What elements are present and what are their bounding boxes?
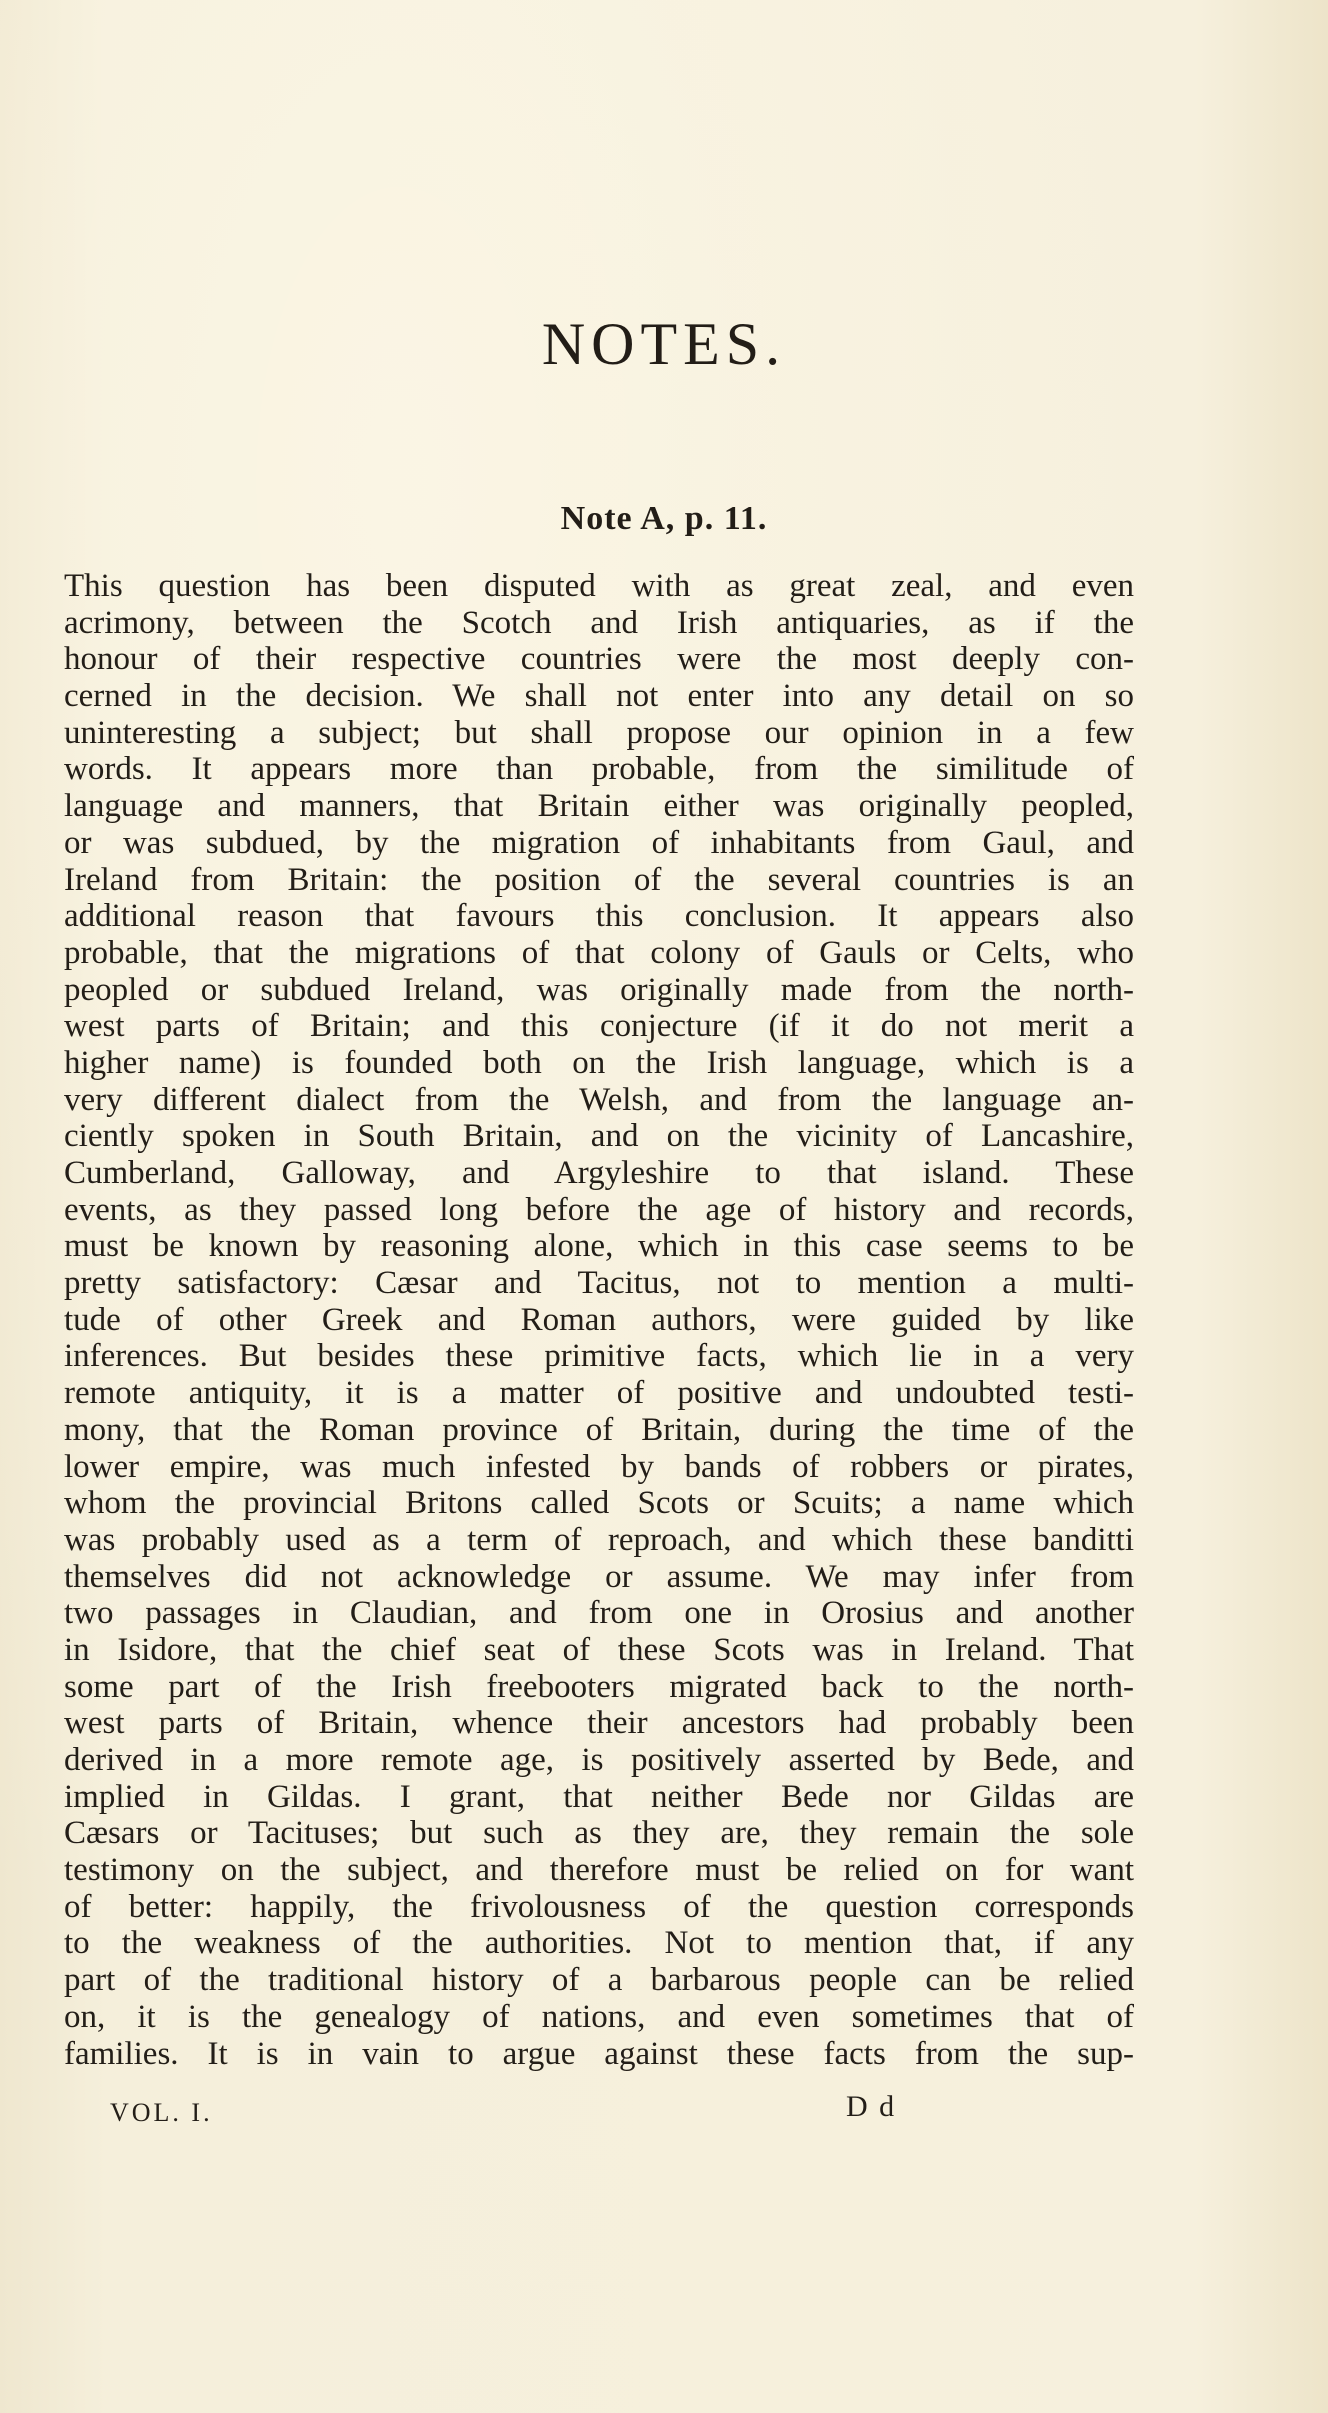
text-line: additional reason that favours this conclusion. It appears also — [64, 898, 1134, 935]
text-line: families. It is in vain to argue against these facts from the sup- — [64, 2035, 1134, 2072]
text-line: testimony on the subject, and therefore must be relied on for want — [64, 1852, 1134, 1889]
text-line: Cumberland, Galloway, and Argyleshire to that island. These — [64, 1155, 1134, 1191]
text-line: on, it is the genealogy of nations, and even sometimes that of — [64, 1998, 1134, 2035]
text-line: inferences. But besides these primitive facts, which lie in a very — [64, 1338, 1134, 1375]
text-line: or was subdued, by the migration of inhabitants from Gaul, and — [64, 824, 1134, 861]
text-line: ciently spoken in South Britain, and on the vicinity of Lancashire, — [64, 1118, 1134, 1155]
text-line: was probably used as a term of reproach, and which these banditti — [64, 1521, 1134, 1558]
volume-marker: VOL. I. — [110, 2098, 213, 2127]
text-line: part of the traditional history of a barbarous people can be relied — [64, 1962, 1134, 1999]
text-line: higher name) is founded both on the Irish language, which is a — [64, 1044, 1134, 1081]
text-line: mony, that the Roman province of Britain, during the time of the — [64, 1411, 1134, 1448]
text-line: pretty satisfactory: Cæsar and Tacitus, not to mention a multi- — [64, 1265, 1134, 1302]
text-line: lower empire, was much infested by bands of robbers or pirates, — [64, 1448, 1134, 1485]
text-line: must be known by reasoning alone, which in this case seems to be — [64, 1228, 1134, 1265]
text-line: uninteresting a subject; but shall propose our opinion in a few — [64, 714, 1134, 751]
note-body — [64, 568, 1134, 2072]
text-line: themselves did not acknowledge or assume. We may infer from — [64, 1558, 1134, 1595]
text-line: language and manners, that Britain either was originally peopled, — [64, 788, 1134, 825]
text-line: some part of the Irish freebooters migrated back to the north- — [64, 1668, 1134, 1705]
text-line: whom the provincial Britons called Scots or Scuits; a name which — [64, 1485, 1134, 1522]
signature-mark: D d — [846, 2090, 897, 2123]
text-line: peopled or subdued Ireland, was originally made from the north- — [64, 971, 1134, 1008]
text-line: implied in Gildas. I grant, that neither Bede nor Gildas are — [64, 1778, 1134, 1815]
text-line: of better: happily, the frivolousness of the question corresponds — [64, 1888, 1134, 1925]
text-line: honour of their respective countries were the most deeply con- — [64, 641, 1134, 678]
text-line: words. It appears more than probable, from the similitude of — [64, 751, 1134, 788]
text-line: probable, that the migrations of that colony of Gauls or Celts, who — [64, 934, 1134, 971]
text-line: very different dialect from the Welsh, and from the language an- — [64, 1081, 1134, 1118]
text-line: This question has been disputed with as great zeal, and even — [64, 568, 1134, 604]
text-line: tude of other Greek and Roman authors, were guided by like — [64, 1301, 1134, 1338]
note-subheading: Note A, p. 11. — [560, 500, 768, 537]
text-line: in Isidore, that the chief seat of these Scots was in Ireland. That — [64, 1631, 1134, 1668]
text-line: Cæsars or Tacituses; but such as they are, they remain the sole — [64, 1815, 1134, 1852]
text-line: cerned in the decision. We shall not enter into any detail on so — [64, 678, 1134, 715]
text-line: events, as they passed long before the age of history and records, — [64, 1191, 1134, 1228]
text-line: acrimony, between the Scotch and Irish antiquaries, as if the — [64, 604, 1134, 641]
text-line: west parts of Britain, whence their ancestors had probably been — [64, 1705, 1134, 1742]
text-line: Ireland from Britain: the position of the several countries is an — [64, 861, 1134, 898]
text-line: remote antiquity, it is a matter of positive and undoubted testi- — [64, 1375, 1134, 1412]
text-line: west parts of Britain; and this conjecture (if it do not merit a — [64, 1008, 1134, 1045]
text-line: to the weakness of the authorities. Not to mention that, if any — [64, 1925, 1134, 1962]
page-heading: NOTES. — [541, 311, 787, 377]
text-line: two passages in Claudian, and from one in Orosius and another — [64, 1595, 1134, 1632]
text-line: derived in a more remote age, is positively asserted by Bede, and — [64, 1742, 1134, 1778]
